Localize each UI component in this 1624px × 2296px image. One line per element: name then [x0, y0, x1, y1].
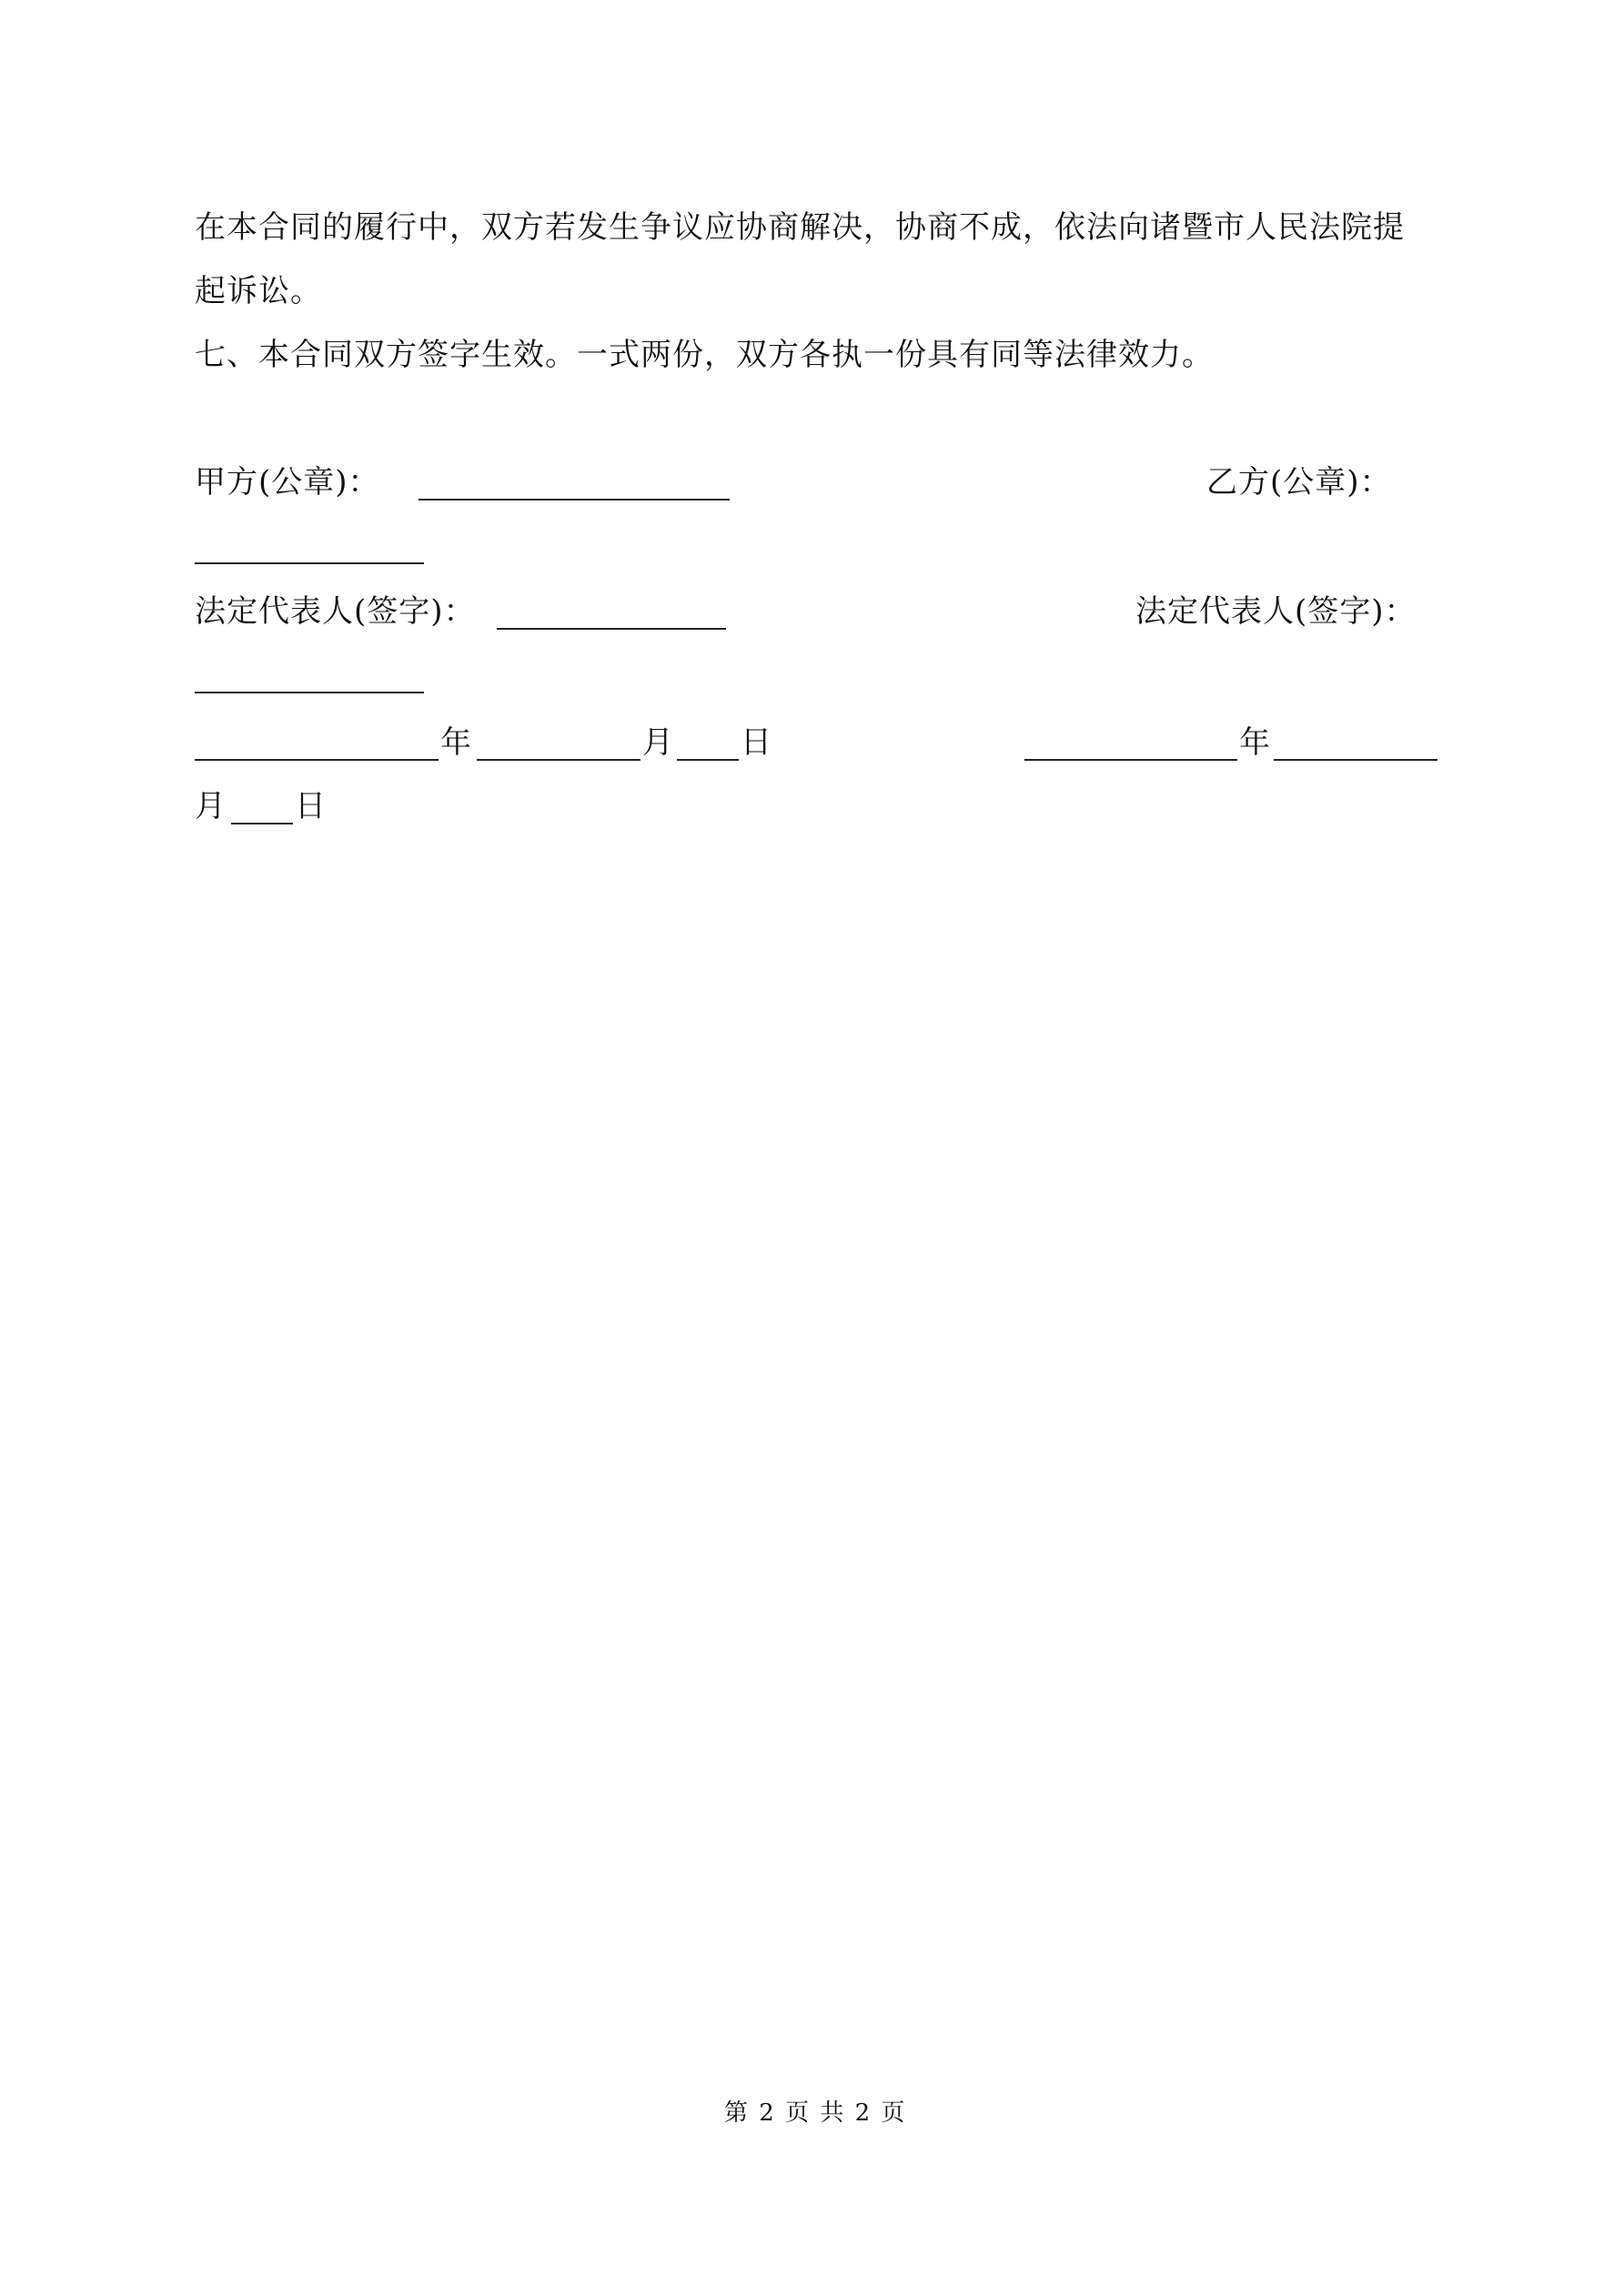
- party-b-seal-label: 乙方(公章)：: [1206, 464, 1392, 501]
- party-b-rep-label: 法定代表人(签字)：: [1135, 593, 1417, 630]
- party-b-year-blank[interactable]: [1024, 759, 1237, 761]
- party-a-seal-label: 甲方(公章)：: [195, 464, 380, 501]
- party-a-month-label: 月: [642, 724, 674, 761]
- party-b-day-blank[interactable]: [231, 823, 293, 824]
- party-a-day-blank[interactable]: [677, 759, 739, 761]
- party-b-rep-blank[interactable]: [195, 692, 424, 693]
- paragraph-line-2: 起诉讼。: [195, 273, 322, 309]
- party-a-rep-label: 法定代表人(签字)：: [195, 593, 476, 630]
- party-b-day-label: 日: [295, 788, 327, 824]
- party-a-day-label: 日: [741, 724, 772, 761]
- party-b-month-label: 月: [195, 788, 227, 824]
- party-b-month-blank[interactable]: [1274, 759, 1437, 761]
- clause-7: 七、本合同双方签字生效。一式两份，双方各执一份具有同等法律效力。: [195, 337, 1214, 373]
- page-number-footer: 第 2 页 共 2 页: [724, 2099, 907, 2127]
- party-b-year-label: 年: [1239, 724, 1271, 761]
- party-a-month-blank[interactable]: [477, 759, 641, 761]
- party-a-year-label: 年: [440, 724, 472, 761]
- party-a-rep-blank[interactable]: [497, 628, 726, 630]
- party-b-seal-blank[interactable]: [195, 562, 424, 564]
- paragraph-line-1: 在本合同的履行中，双方若发生争议应协商解决，协商不成，依法向诸暨市人民法院提: [195, 209, 1405, 246]
- party-a-seal-blank[interactable]: [419, 499, 730, 501]
- party-a-year-blank[interactable]: [195, 759, 439, 761]
